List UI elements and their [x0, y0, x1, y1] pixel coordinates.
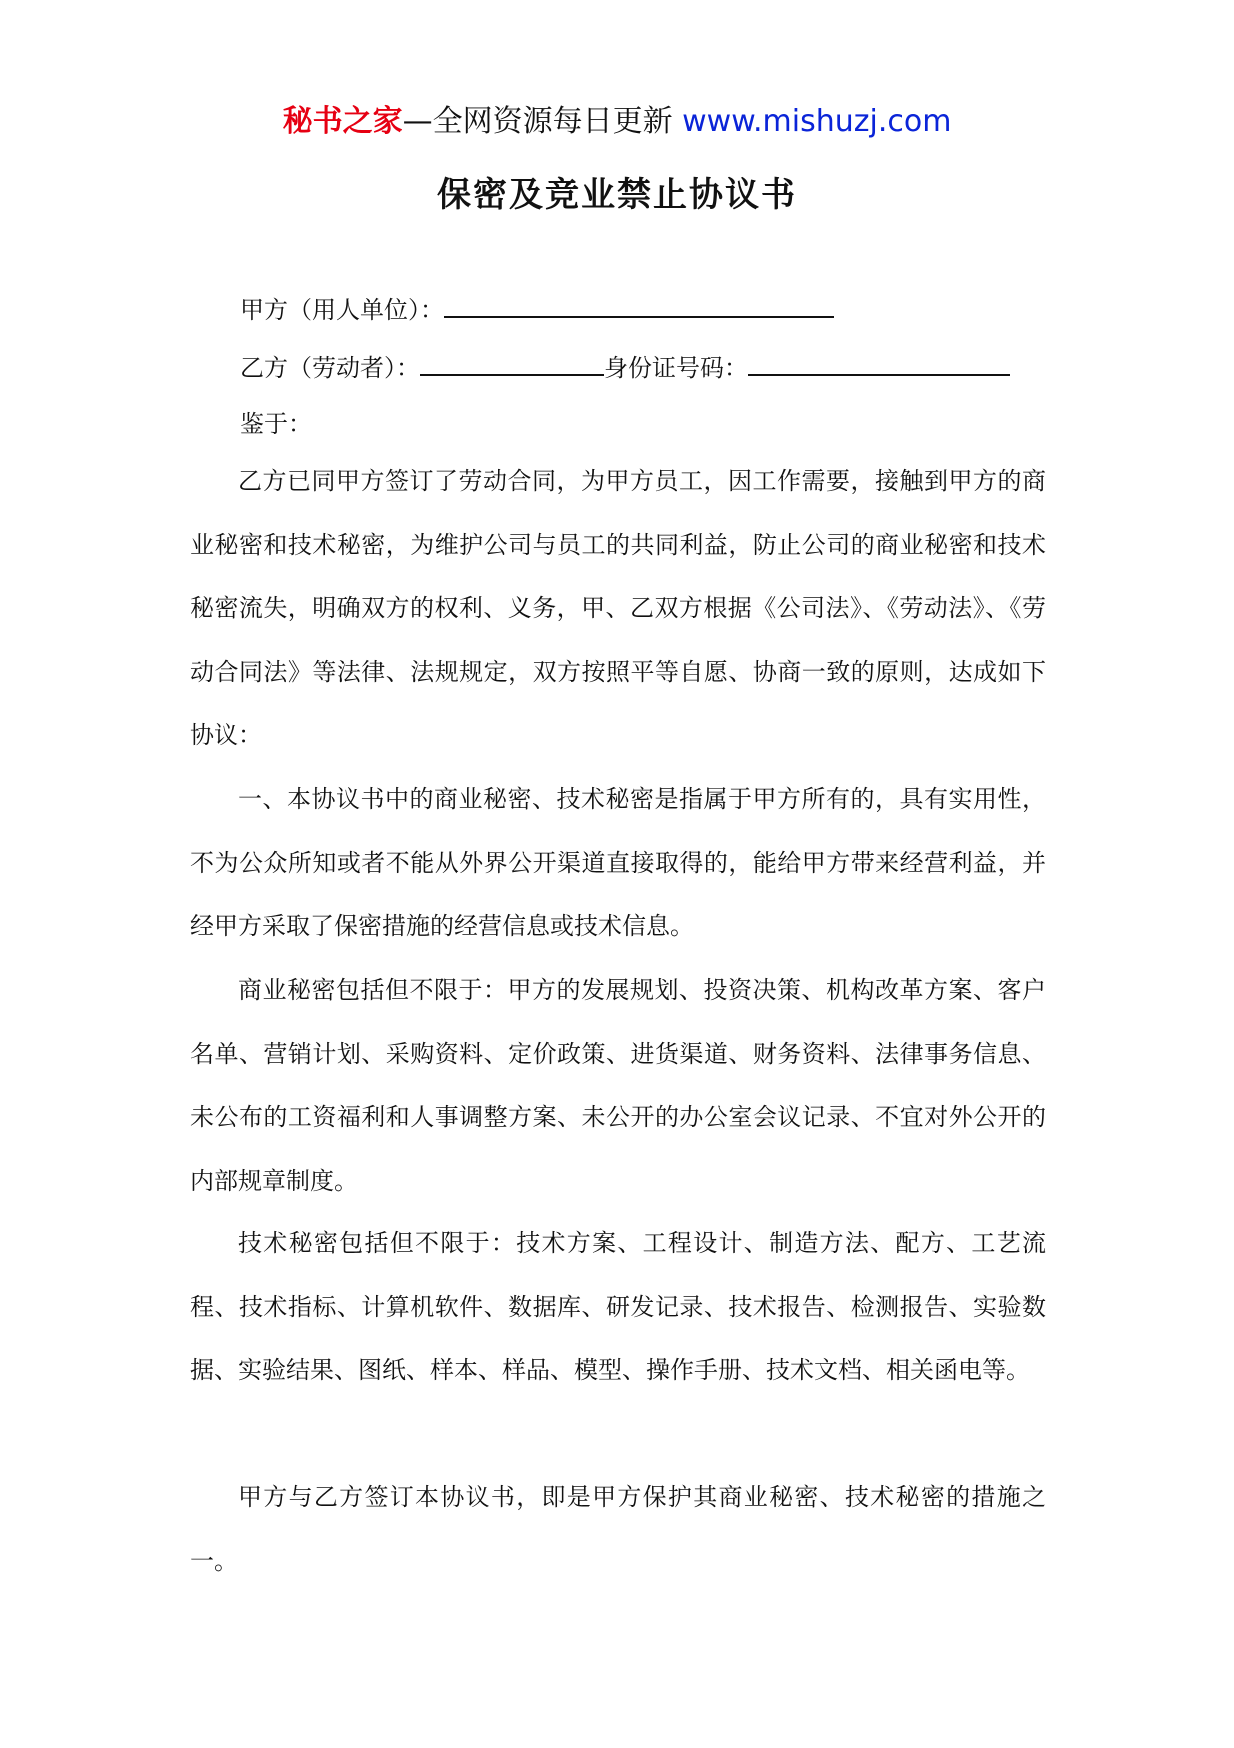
whereas-label: 鉴于： — [240, 410, 312, 438]
party-b-blank[interactable] — [420, 348, 604, 376]
site-header — [0, 102, 1234, 142]
id-number-blank[interactable] — [748, 348, 1010, 376]
paragraph-intro: 乙方已同甲方签订了劳动合同，为甲方员工，因工作需要，接触到甲方的商业秘密和技术秘密，为维护公司与员工的共同利益，防止公司的商业秘密和技术秘密流失，明确双方的权利、义务，甲、乙双方根据《公司法》、《劳动法》、《劳动合同法》等法律、法规规定，双方按照平等自愿、协商一致的原则，达成如下协议： — [190, 467, 1046, 750]
party-b-label: 乙方（劳动者）： — [240, 354, 420, 382]
party-a-line — [240, 290, 834, 326]
paragraph-clause-1: 一、本协议书中的商业秘密、技术秘密是指属于甲方所有的，具有实用性，不为公众所知或者不能从外界公开渠道直接取得的，能给甲方带来经营利益，并经甲方采取了保密措施的经营信息或技术信息。 — [190, 785, 1046, 941]
document-title: 保密及竞业禁止协议书 — [437, 175, 797, 215]
paragraph-technical-secrets: 技术秘密包括但不限于：技术方案、工程设计、制造方法、配方、工艺流程、技术指标、计算机软件、数据库、研发记录、技术报告、检测报告、实验数据、实验结果、图纸、样本、样品、模型、操作手册、技术文档、相关函电等。 — [190, 1229, 1046, 1385]
header-tagline: —全网资源每日更新 — [402, 104, 673, 139]
party-b-line — [240, 348, 1010, 384]
site-url-link[interactable]: www.mishuzj.com — [682, 104, 952, 139]
party-a-label: 甲方（用人单位）： — [240, 296, 444, 324]
brand-name: 秘书之家 — [282, 104, 403, 139]
paragraph-protection-measure: 甲方与乙方签订本协议书，即是甲方保护其商业秘密、技术秘密的措施之一。 — [190, 1483, 1046, 1575]
id-number-label: 身份证号码： — [604, 354, 748, 382]
party-a-blank[interactable] — [444, 290, 834, 318]
paragraph-business-secrets: 商业秘密包括但不限于：甲方的发展规划、投资决策、机构改革方案、客户名单、营销计划、采购资料、定价政策、进货渠道、财务资料、法律事务信息、未公布的工资福利和人事调整方案、未公开的办公室会议记录、不宜对外公开的内部规章制度。 — [190, 976, 1046, 1195]
